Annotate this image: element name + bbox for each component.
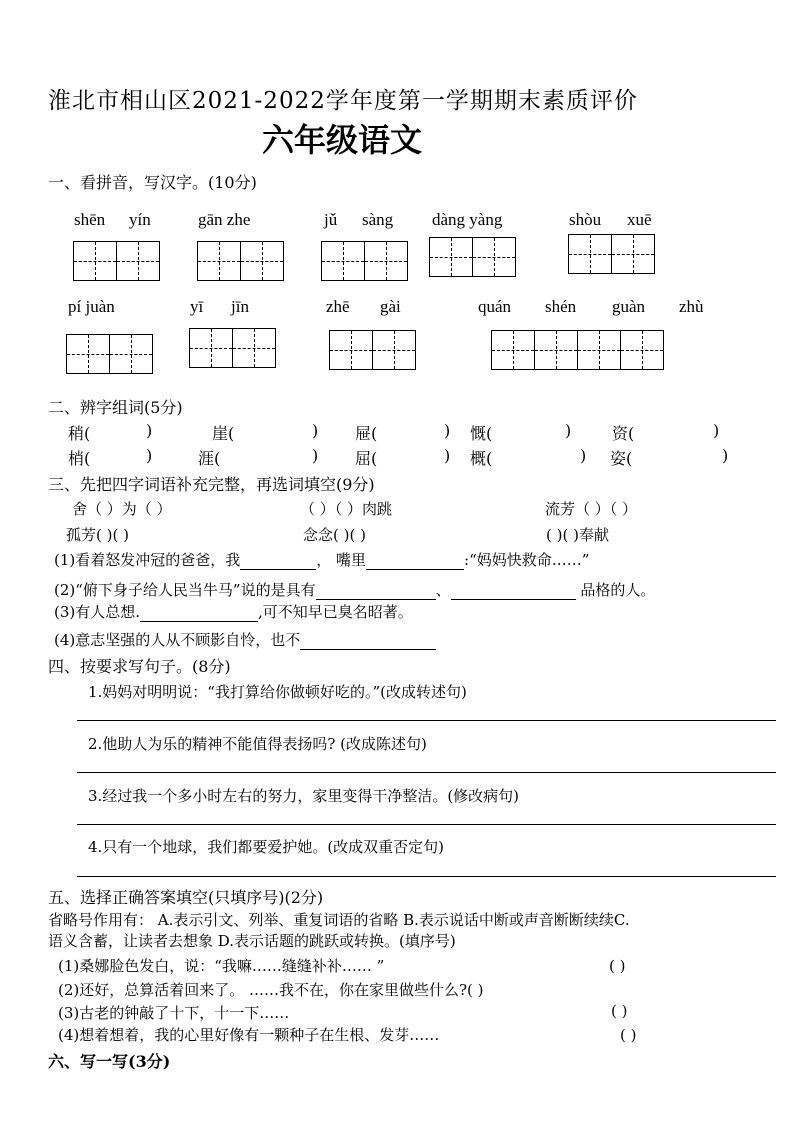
- pinyin-label: quán: [478, 297, 512, 316]
- pinyin-label: yín: [129, 210, 151, 229]
- idiom-blank: 舍（ ）为（ ）: [72, 500, 172, 518]
- pinyin-label: jīn: [231, 297, 249, 316]
- sentence-task: 2.他助人为乐的精神不能值得表扬吗? (改成陈述句): [88, 735, 427, 753]
- writing-grid[interactable]: [429, 237, 516, 277]
- answer-blank[interactable]: [316, 583, 436, 600]
- char-item: 涯(: [198, 449, 221, 468]
- char-item: 屉(: [355, 424, 378, 443]
- answer-line[interactable]: [77, 772, 776, 773]
- choice-blank[interactable]: ( ): [611, 1002, 628, 1020]
- char-item: ): [312, 421, 319, 440]
- section5-intro: 省略号作用有： A.表示引文、列举、重复词语的省略 B.表示说话中断或声音断断续续C.: [48, 911, 630, 929]
- pinyin-label: gān zhe: [198, 210, 251, 229]
- pinyin-label: zhù: [679, 297, 704, 316]
- fill-question-2: [54, 579, 655, 600]
- char-item: ): [444, 446, 451, 465]
- answer-line[interactable]: [77, 720, 776, 721]
- writing-grid[interactable]: [189, 328, 276, 368]
- q-text: :“妈妈快救命……”: [464, 551, 590, 569]
- writing-grid[interactable]: [73, 241, 160, 281]
- char-item: 屈(: [355, 449, 378, 468]
- section2-heading: 二、辨字组词(5分): [48, 398, 183, 417]
- idiom-blank: ( )( )奉献: [546, 526, 609, 544]
- q-text: (4)意志坚强的人从不顾影自怜，也不: [54, 631, 301, 649]
- writing-grid[interactable]: [66, 334, 153, 374]
- char-item: 姿(: [610, 449, 633, 468]
- pinyin-label: shén: [545, 297, 577, 316]
- answer-blank[interactable]: [240, 553, 316, 570]
- answer-line[interactable]: [77, 824, 776, 825]
- sentence-task: 4.只有一个地球，我们都要爱护她。(改成双重否定句): [88, 838, 445, 856]
- writing-grid[interactable]: [321, 241, 408, 281]
- char-item: ): [713, 421, 720, 440]
- section6-heading: 六、写一写(3分): [48, 1052, 171, 1071]
- writing-grid[interactable]: [329, 330, 416, 370]
- section4-heading: 四、按要求写句子。(8分): [48, 657, 231, 676]
- q-text: ,可不知早已臭名昭著。: [258, 603, 413, 621]
- idiom-blank: （ ）（ ）肉跳: [300, 500, 393, 518]
- idiom-blank: 念念( )( ): [303, 526, 366, 544]
- char-item: ): [444, 421, 451, 440]
- q-text: 、: [435, 581, 451, 599]
- char-item: 慨(: [470, 424, 493, 443]
- char-item: ): [580, 446, 587, 465]
- q-text: (1)看着怒发冲冠的爸爸，我: [54, 551, 241, 569]
- char-item: ): [146, 446, 153, 465]
- pinyin-label: shòu: [569, 210, 602, 229]
- pinyin-label: pí juàn: [68, 297, 115, 316]
- char-item: ): [722, 446, 729, 465]
- sentence-task: 3.经过我一个多小时左右的努力，家里变得干净整洁。(修改病句): [88, 787, 520, 805]
- fill-question-3: [54, 601, 413, 622]
- section5-intro: 语义含蓄，让读者去想象 D.表示话题的跳跃或转换。(填序号): [48, 932, 456, 950]
- answer-blank[interactable]: [300, 633, 436, 650]
- sentence-task: 1.妈妈对明明说：“我打算给你做顿好吃的。”(改成转述句): [88, 683, 467, 701]
- writing-grid[interactable]: [197, 241, 284, 281]
- choice-blank[interactable]: ( ): [609, 957, 626, 975]
- q-text: 品格的人。: [580, 581, 656, 599]
- exam-header: 淮北市相山区2021-2022学年度第一学期期末素质评价: [48, 88, 638, 114]
- char-item: 概(: [470, 449, 493, 468]
- pinyin-label: zhē: [326, 297, 350, 316]
- char-item: 梢(: [68, 449, 91, 468]
- char-item: ): [565, 421, 572, 440]
- pinyin-label: guàn: [612, 297, 646, 316]
- answer-blank[interactable]: [140, 605, 258, 622]
- char-item: ): [146, 421, 153, 440]
- fill-question-1: [54, 549, 589, 570]
- pinyin-label: yī: [190, 297, 204, 316]
- q-text: ， 嘴里: [316, 551, 367, 569]
- pinyin-label: shēn: [74, 210, 106, 229]
- fill-question-4: [54, 629, 436, 650]
- choice-question: (2)还好，总算活着回来了。 ……我不在，你在家里做些什么?( ): [58, 981, 484, 999]
- pinyin-label: sàng: [362, 210, 394, 229]
- choice-question: (1)桑娜脸色发白，说：“我嘛……缝缝补补…… ”: [58, 957, 385, 975]
- section3-heading: 三、先把四字词语补充完整，再选词填空(9分): [48, 475, 375, 494]
- q-text: (3)有人总想.: [54, 603, 141, 621]
- choice-question: (4)想着想着，我的心里好像有一颗种子在生根、发芽……: [58, 1026, 440, 1044]
- section5-heading: 五、选择正确答案填空(只填序号)(2分): [48, 888, 324, 907]
- answer-blank[interactable]: [451, 583, 576, 600]
- pinyin-label: xuē: [627, 210, 652, 229]
- idiom-blank: 流芳（ ）（ ）: [545, 500, 638, 518]
- char-item: 稍(: [68, 424, 91, 443]
- writing-grid[interactable]: [568, 234, 655, 274]
- page-title: 六年级语文: [262, 121, 423, 159]
- answer-blank[interactable]: [366, 553, 464, 570]
- answer-line[interactable]: [77, 876, 776, 877]
- char-item: ): [312, 446, 319, 465]
- q-text: (2)“俯下身子给人民当牛马”说的是具有: [54, 581, 316, 599]
- choice-question: (3)古老的钟敲了十下，十一下……: [58, 1004, 290, 1022]
- choice-blank[interactable]: ( ): [620, 1026, 637, 1044]
- char-item: 崖(: [212, 424, 235, 443]
- idiom-blank: 孤芳( )( ): [66, 526, 129, 544]
- pinyin-label: gài: [380, 297, 401, 316]
- pinyin-label: dàng yàng: [432, 210, 503, 229]
- pinyin-label: jǔ: [324, 210, 338, 229]
- section1-heading: 一、看拼音，写汉字。(10分): [48, 173, 257, 192]
- writing-grid[interactable]: [491, 330, 664, 370]
- char-item: 资(: [612, 424, 635, 443]
